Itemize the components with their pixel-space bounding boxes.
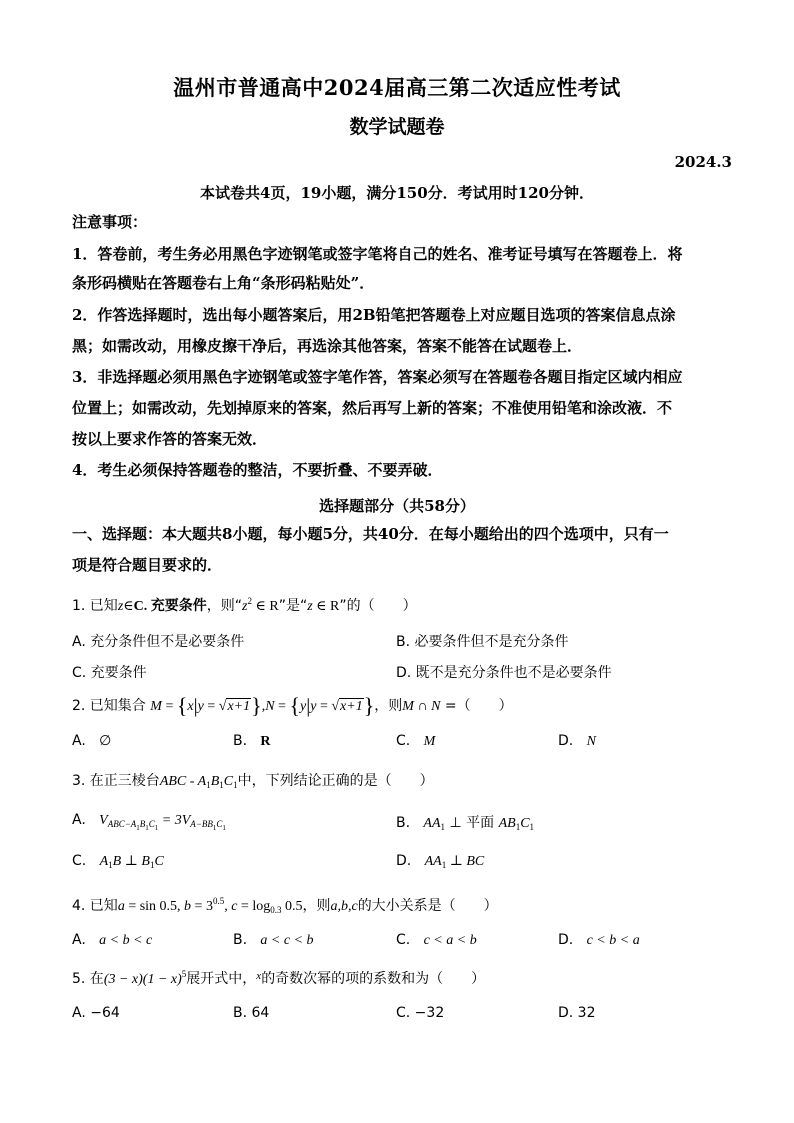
- q3-prefix: 3. 在正三棱台: [72, 773, 160, 789]
- section-intro-line-2: 项是符合题目要求的．: [72, 556, 223, 574]
- note-3-line-1: 3．非选择题必须用黑色字迹钢笔或签字笔作答，答案必须写在答题卷各题目指定区域内相应: [72, 368, 683, 386]
- q3-option-a[interactable]: A. $V_{ABC-A_1B_1C_1} = 3V_{A-BB_1C_1}$: [72, 812, 226, 832]
- q4-option-a[interactable]: A. a < b < c: [72, 932, 153, 948]
- math-set: R: [269, 599, 279, 614]
- note-1-line-2: 条形码横贴在答题卷右上角“条形码粘贴处”．: [72, 274, 375, 292]
- q1-option-d[interactable]: D. 既不是充分条件也不是必要条件: [396, 665, 612, 681]
- q5-option-a[interactable]: A. −64: [72, 1005, 120, 1021]
- question-4-stem: 4. 已知a = sin 0.5, $b = 3^{0.5}$, $c = \log_{0.3} 0.5$，则a,b,c的大小关系是（ ）: [72, 896, 498, 915]
- q1-text: ，则“: [206, 598, 243, 614]
- q1-option-a[interactable]: A. 充分条件但不是必要条件: [72, 634, 245, 650]
- notes-heading: 注意事项：: [72, 213, 148, 231]
- q1-text: ”是“: [278, 598, 308, 614]
- exam-summary: 本试卷共4页，19小题，满分150分．考试用时120分钟．: [200, 184, 594, 202]
- q4-option-b[interactable]: B. a < c < b: [233, 932, 314, 948]
- exam-subtitle: 数学试题卷: [349, 116, 445, 138]
- q2-option-a[interactable]: A. ∅: [72, 733, 112, 749]
- q2-option-b[interactable]: B. R: [233, 733, 271, 749]
- empty-set-symbol: ∅: [99, 734, 112, 749]
- q1-text: ”的（ ）: [339, 598, 417, 614]
- q5-prefix: 5. 在: [72, 971, 104, 987]
- math-op: ∈: [123, 599, 134, 614]
- question-1-stem: [72, 595, 417, 615]
- math-brace: {: [176, 693, 188, 718]
- math-expr: ABC - A: [159, 774, 207, 789]
- q1-prefix: 1. 已知: [72, 598, 118, 614]
- q3-option-d[interactable]: D. $AA_1$ ⊥ BC: [396, 853, 485, 870]
- math-op: ∈: [316, 599, 327, 614]
- exam-title: 温州市普通高中2024届高三第二次适应性考试: [173, 75, 621, 100]
- math-var: z: [307, 599, 313, 614]
- q1-option-b[interactable]: B. 必要条件但不是充分条件: [396, 634, 569, 650]
- note-1-line-1: 1．答卷前，考生务必用黑色字迹钢笔或签字笔将自己的姓名、准考证号填写在答题卷上．将: [72, 245, 683, 263]
- question-3-stem: 3. 在正三棱台ABC - $A_1B_1C_1$中，下列结论正确的是（ ）: [72, 773, 434, 790]
- q5-option-d[interactable]: D. 32: [558, 1005, 596, 1021]
- math-set: C. 充要条件: [133, 599, 207, 614]
- q1-option-c[interactable]: C. 充要条件: [72, 665, 147, 681]
- note-3-line-2: 位置上；如需改动，先划掉原来的答案，然后再写上新的答案；不准使用铅笔和涂改液．不: [72, 399, 673, 417]
- exam-date: 2024.3: [674, 153, 732, 171]
- section-intro-line-1: 一、选择题：本大题共8小题，每小题5分，共40分．在每小题给出的四个选项中，只有一: [72, 525, 669, 543]
- math-var: M: [150, 699, 162, 714]
- note-4: 4．考生必须保持答题卷的整洁，不要折叠、不要弄破．: [72, 461, 443, 479]
- math-var: z: [242, 599, 248, 614]
- q2-option-c[interactable]: C. M: [396, 733, 436, 749]
- note-3-line-3: 按以上要求作答的答案无效．: [72, 430, 268, 448]
- note-2-line-1: 2．作答选择题时，选出每小题答案后，用2B铅笔把答题卷上对应题目选项的答案信息点涂: [72, 306, 676, 324]
- question-5-stem: 5. 在$(3 - x)(1 - x)^5$展开式中，$^x$的奇数次幂的项的系数和为（ ）: [72, 969, 486, 987]
- q4-option-d[interactable]: D. c < b < a: [558, 932, 640, 948]
- q2-option-d[interactable]: D. N: [558, 733, 596, 749]
- q4-option-c[interactable]: C. c < a < b: [396, 932, 477, 948]
- math-op: ∩: [417, 699, 428, 714]
- question-2-stem: 2. 已知集合 M = {x|y = √x+1},N = {y|y = √x+1}，则M ∩ N =（ ）: [72, 693, 513, 718]
- sqrt-radicand: x+1: [227, 699, 251, 714]
- math-var: N: [265, 699, 275, 714]
- q3-option-c[interactable]: C. $A_1B$ ⊥ $B_1C$: [72, 853, 164, 870]
- q3-option-b[interactable]: B. $AA_1$ ⊥ 平面 $AB_1C_1$: [396, 815, 535, 832]
- math-op: ∈: [255, 599, 266, 614]
- q5-option-c[interactable]: C. −32: [396, 1005, 445, 1021]
- q4-prefix: 4. 已知: [72, 898, 118, 914]
- math-exp: 2: [247, 596, 252, 606]
- sqrt-sign: √: [218, 699, 227, 714]
- section-heading: 选择题部分（共58分）: [319, 497, 475, 515]
- math-set: R: [330, 599, 340, 614]
- math-var: z: [117, 599, 124, 614]
- q2-prefix: 2. 已知集合: [72, 698, 146, 714]
- math-expr: (3 − x)(1 − x): [103, 972, 182, 987]
- note-2-line-2: 黑；如需改动，用橡皮擦干净后，再选涂其他答案，答案不能答在试题卷上．: [72, 337, 583, 355]
- q5-option-b[interactable]: B. 64: [233, 1005, 270, 1021]
